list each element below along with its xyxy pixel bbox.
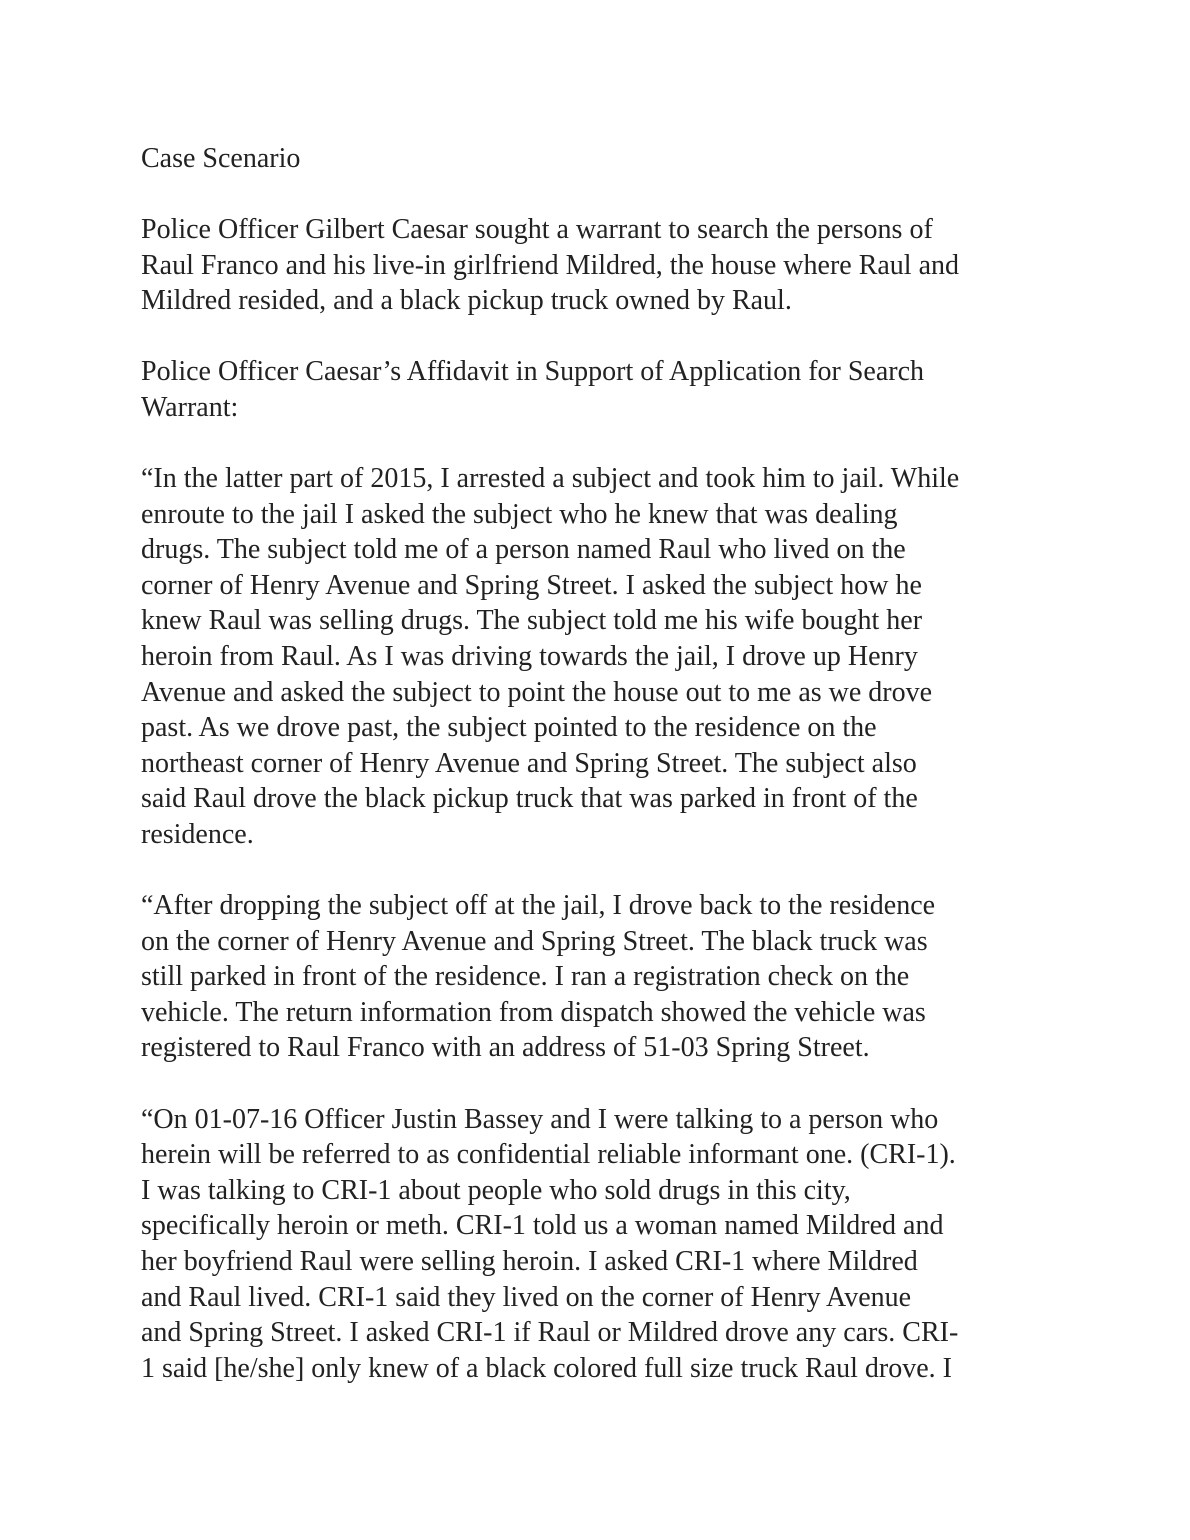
document-heading	[141, 141, 1053, 177]
paragraph-line: Raul Franco and his live-in girlfriend Mildred, the house where Raul and	[141, 249, 960, 281]
paragraph-line: her boyfriend Raul were selling heroin. I asked CRI-1 where Mildred	[141, 1245, 918, 1277]
paragraph-line: still parked in front of the residence. I ran a registration check on the	[141, 961, 910, 993]
paragraph-line: said Raul drove the black pickup truck that was parked in front of the	[141, 783, 918, 815]
paragraph-list	[141, 212, 1053, 1386]
paragraph-line: 1 said [he/she] only knew of a black colored full size truck Raul drove. I	[141, 1352, 952, 1384]
paragraph-line: Warrant:	[141, 391, 239, 423]
paragraph-2	[141, 354, 1053, 425]
heading-text: Case Scenario	[141, 143, 301, 174]
paragraph-line: Police Officer Gilbert Caesar sought a warrant to search the persons of	[141, 214, 933, 246]
paragraph-line: enroute to the jail I asked the subject who he knew that was dealing	[141, 498, 898, 530]
paragraph-line: “In the latter part of 2015, I arrested a subject and took him to jail. While	[141, 463, 960, 495]
paragraph-line: “On 01-07-16 Officer Justin Bassey and I were talking to a person who	[141, 1103, 939, 1135]
paragraph-line: corner of Henry Avenue and Spring Street. I asked the subject how he	[141, 569, 922, 601]
paragraph-line: Avenue and asked the subject to point the house out to me as we drove	[141, 676, 933, 708]
paragraph-line: registered to Raul Franco with an address of 51-03 Spring Street.	[141, 1032, 870, 1064]
paragraph-3	[141, 461, 1053, 853]
paragraph-4	[141, 888, 1053, 1066]
paragraph-line: I was talking to CRI-1 about people who sold drugs in this city,	[141, 1174, 851, 1206]
paragraph-line: “After dropping the subject off at the jail, I drove back to the residence	[141, 890, 936, 922]
paragraph-line: drugs. The subject told me of a person named Raul who lived on the	[141, 534, 906, 566]
paragraph-line: Police Officer Caesar’s Affidavit in Support of Application for Search	[141, 356, 925, 388]
paragraph-line: on the corner of Henry Avenue and Spring Street. The black truck was	[141, 925, 928, 957]
paragraph-line: heroin from Raul. As I was driving towards the jail, I drove up Henry	[141, 641, 918, 673]
paragraph-line: and Raul lived. CRI-1 said they lived on the corner of Henry Avenue	[141, 1281, 912, 1313]
paragraph-line: vehicle. The return information from dispatch showed the vehicle was	[141, 996, 926, 1028]
paragraph-5	[141, 1102, 1053, 1387]
paragraph-line: and Spring Street. I asked CRI-1 if Raul or Mildred drove any cars. CRI-	[141, 1317, 959, 1349]
paragraph-line: residence.	[141, 819, 254, 850]
paragraph-line: specifically heroin or meth. CRI-1 told us a woman named Mildred and	[141, 1210, 944, 1242]
paragraph-line: herein will be referred to as confidential reliable informant one. (CRI-1).	[141, 1139, 956, 1171]
paragraph-line: northeast corner of Henry Avenue and Spring Street. The subject also	[141, 747, 917, 779]
paragraph-1	[141, 212, 1053, 319]
document-body	[141, 141, 1053, 1422]
paragraph-line: past. As we drove past, the subject pointed to the residence on the	[141, 712, 877, 744]
paragraph-line: Mildred resided, and a black pickup truck owned by Raul.	[141, 285, 792, 317]
paragraph-line: knew Raul was selling drugs. The subject told me his wife bought her	[141, 605, 923, 637]
